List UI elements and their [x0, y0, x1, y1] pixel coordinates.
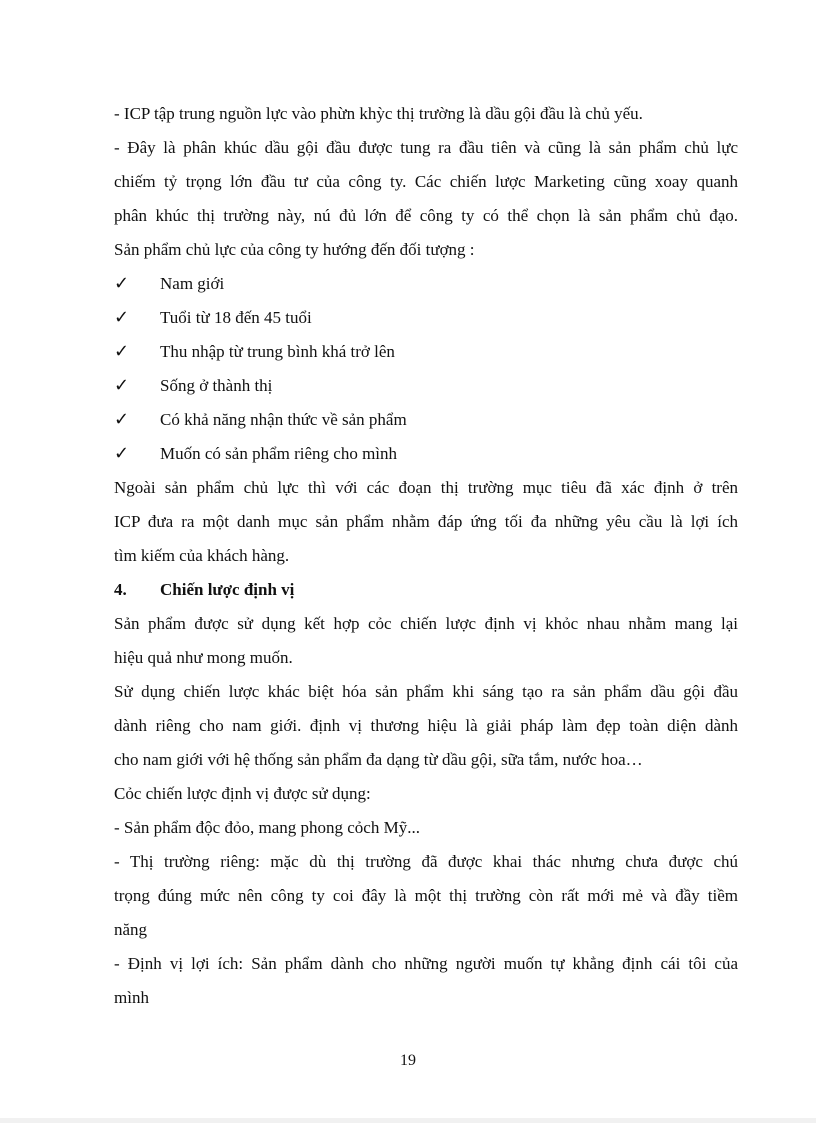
paragraph-positioning-intro: [114, 607, 738, 675]
checkmark-icon: ✓: [114, 307, 130, 328]
checkmark-icon: ✓: [114, 375, 130, 396]
page-body: [114, 97, 738, 1015]
list-item-text: Muốn có sản phẩm riêng cho mình: [160, 444, 398, 463]
paragraph-icp-focus: [114, 97, 738, 131]
text-line: - Đây là phân khúc dầu gội đầu được tung ra đầu tiên và cũng là sản phẩm chủ lực: [114, 138, 738, 157]
text-line: Sản phẩm chủ lực của công ty hướng đến đối tượng :: [114, 240, 475, 259]
text-line: - Thị trường riêng: mặc dù thị trường đã được khai thác nhưng chưa được chú: [114, 852, 738, 871]
paragraph-product-portfolio: [114, 471, 738, 573]
text-line: - Định vị lợi ích: Sản phẩm dành cho những người muốn tự khẳng định cái tôi của: [114, 954, 738, 973]
paragraph-main-segment: [114, 131, 738, 267]
text-line: trọng đúng mức nên công ty coi đây là một thị trường còn rất mới mẻ và đầy tiềm: [114, 886, 738, 905]
text-line: Cỏc chiến lược định vị được sử dụng:: [114, 784, 371, 803]
text-line: cho nam giới với hệ thống sản phẩm đa dạng từ dầu gội, sữa tắm, nước hoa…: [114, 750, 643, 769]
text-line: dành riêng cho nam giới. định vị thương hiệu là giải pháp làm đẹp toàn diện dành: [114, 716, 738, 735]
text-line: - ICP tập trung nguồn lực vào phừn khỳc thị trường là dầu gội đầu là chủ yếu.: [114, 104, 643, 123]
text-line: tìm kiếm của khách hàng.: [114, 546, 290, 565]
page-bottom-edge: [0, 1118, 816, 1123]
list-item: [114, 437, 738, 471]
page-number: 19: [400, 1052, 416, 1069]
text-line: chiếm tỷ trọng lớn đầu tư của công ty. Các chiến lược Marketing cũng xoay quanh: [114, 172, 738, 191]
checkmark-icon: ✓: [114, 409, 130, 430]
list-item-text: Nam giới: [160, 274, 225, 293]
list-item: [114, 267, 738, 301]
checkmark-icon: ✓: [114, 273, 130, 294]
text-line: hiệu quả như mong muốn.: [114, 648, 293, 667]
list-item: [114, 335, 738, 369]
paragraph-benefit-positioning: [114, 947, 738, 1015]
text-line: Sản phẩm được sử dụng kết hợp cỏc chiến lược định vị khỏc nhau nhằm mang lại: [114, 614, 738, 633]
section-heading: [114, 573, 738, 607]
list-item: [114, 369, 738, 403]
paragraph-strategies-used: [114, 777, 738, 811]
checkmark-icon: ✓: [114, 443, 130, 464]
text-line: năng: [114, 920, 148, 939]
list-item-text: Có khả năng nhận thức về sản phẩm: [160, 410, 407, 429]
text-line: Sử dụng chiến lược khác biệt hóa sản phẩm khi sáng tạo ra sản phẩm dầu gội đầu: [114, 682, 738, 701]
list-item-text: Thu nhập từ trung bình khá trở lên: [160, 342, 395, 361]
text-line: - Sản phẩm độc đỏo, mang phong cỏch Mỹ...: [114, 818, 420, 837]
paragraph-own-market: [114, 845, 738, 947]
text-line: phân khúc thị trường này, nú đủ lớn để công ty có thể chọn là sản phẩm chủ đạo.: [114, 206, 738, 225]
section-title: Chiến lược định vị: [160, 580, 295, 599]
checkmark-icon: ✓: [114, 341, 130, 362]
text-line: mình: [114, 988, 149, 1007]
section-number: 4.: [114, 580, 127, 599]
text-line: ICP đưa ra một danh mục sản phẩm nhằm đáp ứng tối đa những yêu cầu là lợi ích: [114, 512, 738, 531]
paragraph-differentiation: [114, 675, 738, 777]
text-line: Ngoài sản phẩm chủ lực thì với các đoạn thị trường mục tiêu đã xác định ở trên: [114, 478, 738, 497]
list-item-text: Tuổi từ 18 đến 45 tuổi: [160, 308, 312, 327]
list-item: [114, 403, 738, 437]
paragraph-unique-product: [114, 811, 738, 845]
target-checklist: [114, 267, 738, 471]
list-item-text: Sống ở thành thị: [160, 376, 273, 395]
list-item: [114, 301, 738, 335]
